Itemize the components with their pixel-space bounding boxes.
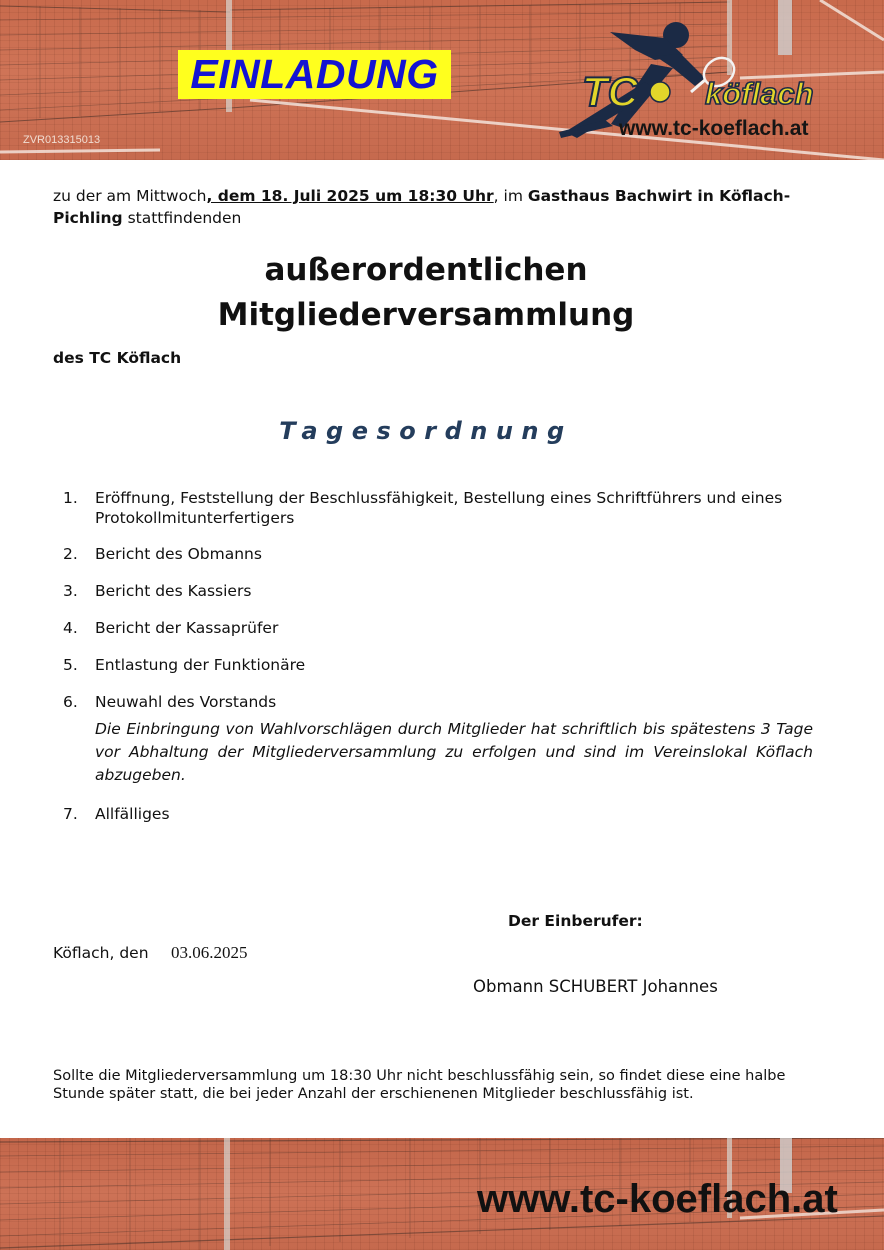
agenda-item-text: Bericht des Kassiers (95, 582, 252, 600)
invitation-title: EINLADUNG (178, 50, 451, 99)
agenda-item-number: 2. (63, 545, 78, 563)
agenda-item-text: Allfälliges (95, 805, 170, 823)
agenda-item (53, 544, 813, 564)
registration-number: ZVR013315013 (23, 134, 101, 146)
club-line: des TC Köflach (53, 349, 182, 367)
issue-date: 03.06.2025 (171, 943, 248, 962)
agenda-item-number: 7. (63, 805, 78, 823)
headline-line1: außerordentlichen (264, 252, 588, 288)
logo-tc-text: TC (582, 68, 638, 115)
agenda-item (53, 804, 813, 824)
footer-banner (0, 1138, 884, 1250)
agenda-item-number: 6. (63, 693, 78, 711)
agenda-item-number: 5. (63, 656, 78, 674)
agenda-item (53, 618, 813, 638)
agenda-item-text: Bericht der Kassaprüfer (95, 619, 279, 637)
agenda-item-text: Neuwahl des Vorstands (95, 693, 277, 711)
logo-town-text: köflach (705, 76, 814, 111)
agenda-item (53, 692, 813, 787)
header-banner (0, 0, 884, 160)
agenda-item-number: 4. (63, 619, 78, 637)
meeting-date-time: , dem 18. Juli 2025 um 18:30 Uhr (206, 187, 494, 205)
agenda-item-note: Die Einbringung von Wahlvorschlägen durch Mitglieder hat schriftlich bis spätestens 3 Tage vor Abhaltung der Mitgliederversammlung zu erfolgen und sind im Vereinslokal Köflach abzugeben. (95, 720, 813, 784)
intro-paragraph (53, 185, 833, 229)
quorum-footnote: Sollte die Mitgliederversammlung um 18:30 Uhr nicht beschlussfähig sein, so findet diese eine halbe Stunde später statt, die bei jeder Anzahl der erschienenen Mitglieder beschlussfähig ist. (53, 1068, 786, 1102)
agenda-item-text: Eröffnung, Feststellung der Beschlussfähigkeit, Bestellung eines Schriftführers und eines Protokollmitunterfertigers (95, 489, 783, 527)
agenda-item (53, 655, 813, 675)
signer-name: Obmann SCHUBERT Johannes (473, 977, 718, 996)
intro-part1: zu der am Mittwoch (53, 187, 207, 205)
footer-website: www.tc-koeflach.at (477, 1177, 838, 1221)
intro-part2: , im (493, 187, 528, 205)
agenda-item-text: Entlastung der Funktionäre (95, 656, 306, 674)
convener-label: Der Einberufer: (508, 912, 643, 930)
agenda-item-number: 1. (63, 489, 78, 507)
agenda-title: Tagesordnung (279, 417, 573, 445)
place-label: Köflach, den (53, 944, 149, 962)
agenda-item-text: Bericht des Obmanns (95, 545, 262, 563)
meeting-venue: Gasthaus Bachwirt in Köflach-Pichling (53, 187, 791, 227)
headline-line2: Mitgliederversammlung (217, 297, 635, 333)
meeting-headline (0, 248, 852, 338)
intro-part3: stattfindenden (122, 209, 242, 227)
agenda-list (53, 488, 813, 824)
agenda-item (53, 581, 813, 601)
agenda-item (53, 488, 813, 528)
header-website: www.tc-koeflach.at (619, 117, 809, 140)
agenda-item-number: 3. (63, 582, 78, 600)
